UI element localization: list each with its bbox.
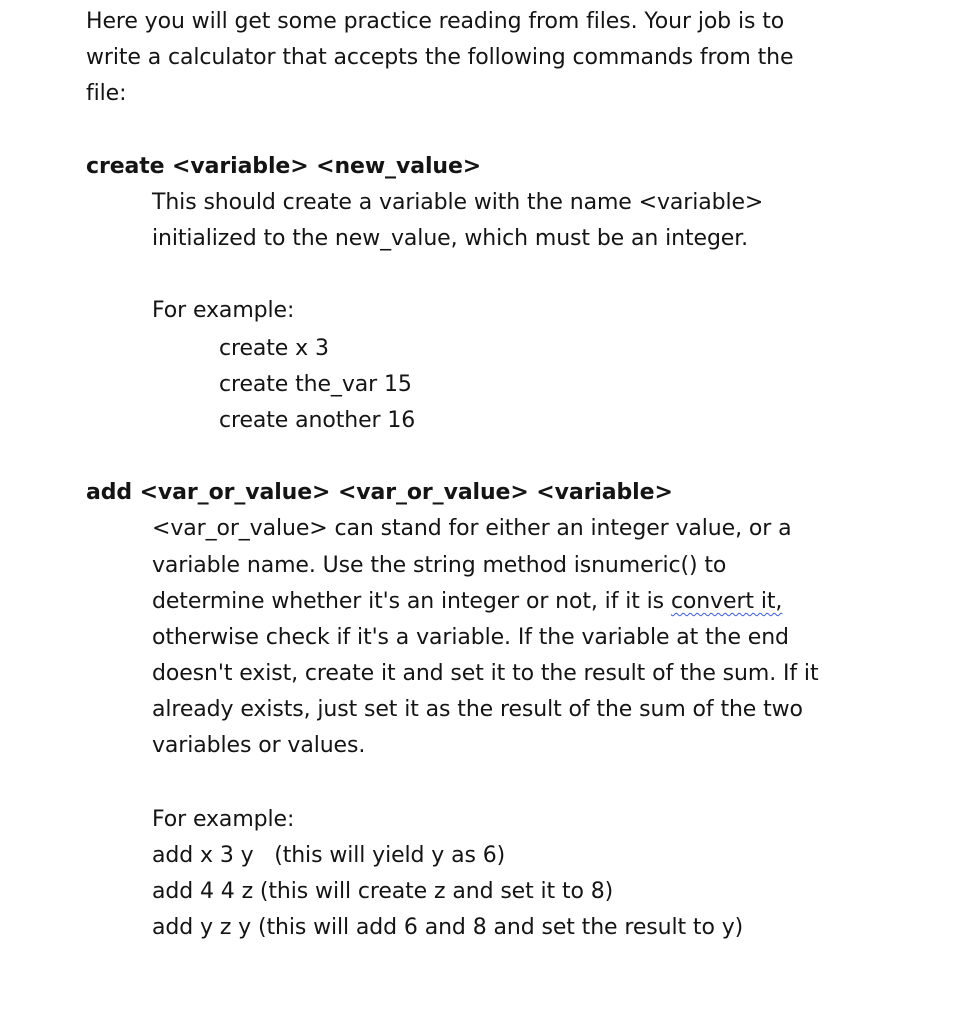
create-description-line-2: initialized to the new_value, which must be an integer. (152, 226, 749, 251)
add-description-line-4: otherwise check if it's a variable. If the variable at the end (152, 625, 789, 650)
add-description-line-3-text: determine whether it's an integer or not, if it is (152, 589, 671, 614)
add-description-line-3 (152, 584, 782, 620)
add-example-label: For example: (152, 807, 295, 832)
create-example-3: create another 16 (219, 408, 416, 433)
intro-line-2: write a calculator that accepts the following commands from the (86, 45, 794, 70)
add-example-2: add 4 4 z (this will create z and set it to 8) (152, 879, 614, 904)
add-description-line-7: variables or values. (152, 733, 366, 758)
add-command-heading: add <var_or_value> <var_or_value> <variable> (86, 480, 673, 505)
create-example-2: create the_var 15 (219, 372, 412, 397)
create-example-label: For example: (152, 298, 295, 323)
create-command-heading: create <variable> <new_value> (86, 154, 482, 179)
add-description-line-5: doesn't exist, create it and set it to the result of the sum. If it (152, 661, 819, 686)
add-description-line-1: <var_or_value> can stand for either an integer value, or a (152, 516, 792, 541)
add-description-line-2: variable name. Use the string method isnumeric() to (152, 553, 727, 578)
add-example-1: add x 3 y (this will yield y as 6) (152, 843, 506, 868)
add-description-line-6: already exists, just set it as the result of the sum of the two (152, 697, 803, 722)
spellcheck-flagged-text: convert it, (670, 589, 783, 614)
intro-line-1: Here you will get some practice reading from files. Your job is to (86, 9, 785, 34)
create-example-1: create x 3 (219, 336, 329, 361)
create-description-line-1: This should create a variable with the name <variable> (152, 190, 764, 215)
add-example-3: add y z y (this will add 6 and 8 and set the result to y) (152, 915, 744, 940)
intro-line-3: file: (86, 81, 127, 106)
